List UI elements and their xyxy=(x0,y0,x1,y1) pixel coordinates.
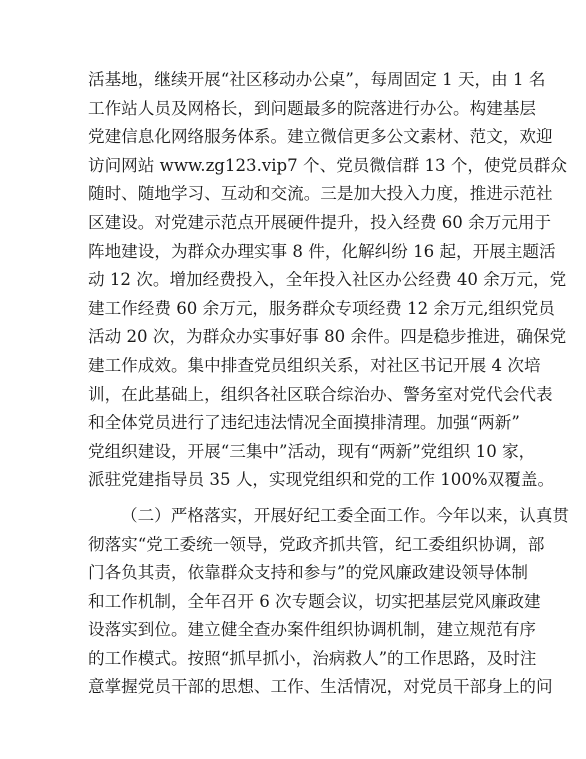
text-line: 训，在此基础上，组织各社区联合综治办、警务室对党代会代表 xyxy=(88,384,553,404)
text-line: 随时、随地学习、互动和交流。三是加大投入力度，推进示范社 xyxy=(88,184,553,204)
text-line: 派驻党建指导员 35 人，实现党组织和党的工作 100%双覆盖。 xyxy=(88,470,555,490)
text-line: 阵地建设，为群众办理实事 8 件，化解纠纷 16 起，开展主题活 xyxy=(88,241,556,261)
text-line: 和全体党员进行了违纪违法情况全面摸排清理。加强“两新” xyxy=(88,413,520,433)
text-line: 动 12 次。增加经费投入，全年投入社区办公经费 40 余万元，党 xyxy=(88,270,567,290)
text-line: 党建信息化网络服务体系。建立微信更多公文素材、范文，欢迎 xyxy=(88,127,553,147)
text-line: 区建设。对党建示范点开展硬件提升，投入经费 60 余万元用于 xyxy=(88,212,552,232)
paragraph-2 xyxy=(88,502,570,702)
paragraph-1 xyxy=(88,66,567,495)
paragraph-gap xyxy=(88,495,508,502)
text-line: 彻落实“党工委统一领导，党政齐抓共管，纪工委组织协调，部 xyxy=(88,534,545,554)
document-body xyxy=(88,66,570,702)
text-line: 工作站人员及网格长，到问题最多的院落进行办公。构建基层 xyxy=(88,98,537,118)
text-line: （二）严格落实，开展好纪工委全面工作。今年以来，认真贯 xyxy=(121,505,570,525)
text-line: 活基地，继续开展“社区移动办公桌”，每周固定 1 天，由 1 名 xyxy=(88,70,546,89)
text-line: 活动 20 次，为群众办实事好事 80 余件。四是稳步推进，确保党 xyxy=(88,327,567,347)
text-line: 建工作经费 60 余万元，服务群众专项经费 12 余万元,组织党员 xyxy=(88,298,555,318)
text-line: 和工作机制，全年召开 6 次专题会议，切实把基层党风廉政建 xyxy=(88,591,541,611)
text-line: 建工作成效。集中排查党员组织关系，对社区书记开展 4 次培 xyxy=(88,355,541,375)
text-line: 的工作模式。按照“抓早抓小，治病救人”的工作思路，及时注 xyxy=(88,648,537,668)
text-line: 设落实到位。建立健全查办案件组织协调机制，建立规范有序 xyxy=(88,620,537,640)
text-line: 意掌握党员干部的思想、工作、生活情况，对党员干部身上的问 xyxy=(88,677,553,697)
text-line: 党组织建设，开展“三集中”活动，现有“两新”党组织 10 家， xyxy=(88,441,536,461)
text-line: 门各负其责，依靠群众支持和参与”的党风廉政建设领导体制 xyxy=(88,563,528,583)
text-line: 访问网站 www.zg123.vip7 个、党员微信群 13 个，使党员群众 xyxy=(88,155,567,175)
